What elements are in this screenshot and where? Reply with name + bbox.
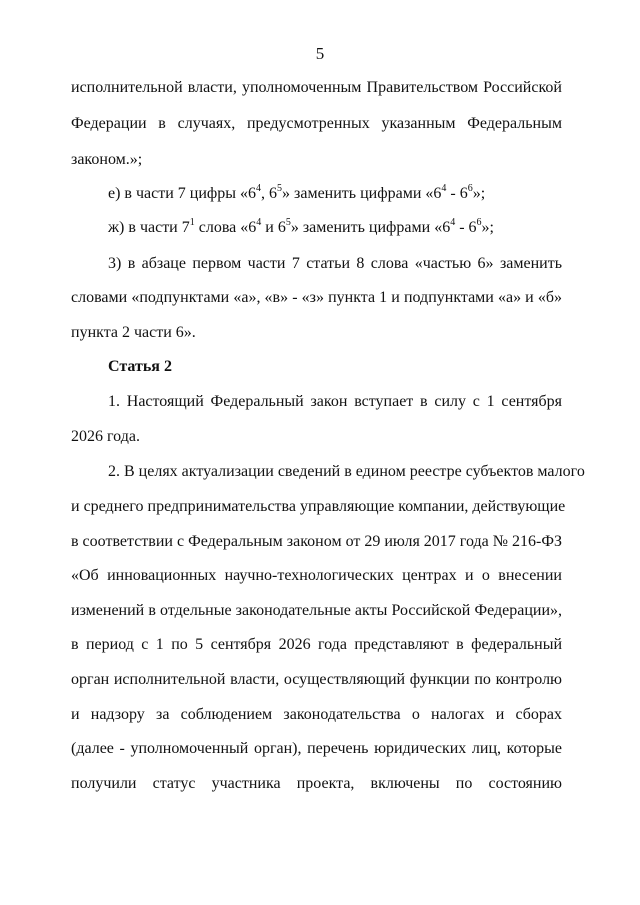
text-line: «Об инновационных научно-технологических центрах и о внесении	[71, 567, 562, 584]
text-line: 1. Настоящий Федеральный закон вступает в силу с 1 сентября	[108, 393, 562, 410]
page-number: 5	[315, 44, 325, 63]
text-line: в соответствии с Федеральным законом от 29 июля 2017 года № 216-ФЗ	[71, 533, 562, 550]
text-line: 2026 года.	[71, 428, 140, 445]
text-line: и надзору за соблюдением законодательства о налогах и сборах	[71, 706, 562, 723]
text-line: пункта 2 части 6».	[71, 324, 196, 341]
text-line: в период с 1 по 5 сентября 2026 года представляют в федеральный	[71, 636, 562, 653]
text-line: изменений в отдельные законодательные акты Российской Федерации»,	[71, 602, 562, 619]
text-line: Федерации в случаях, предусмотренных указанным Федеральным	[71, 115, 562, 132]
text-line: получили статус участника проекта, включены по состоянию	[71, 775, 562, 792]
text-line: законом.»;	[71, 151, 143, 168]
text-line: исполнительной власти, уполномоченным Правительством Российской	[71, 79, 562, 96]
text-line: словами «подпунктами «а», «в» - «з» пункта 1 и подпунктами «а» и «б»	[71, 289, 562, 306]
text-line: 3) в абзаце первом части 7 статьи 8 слова «частью 6» заменить	[108, 255, 562, 272]
article-heading: Статья 2	[108, 358, 172, 375]
amendment-item-e: е) в части 7 цифры «$6^4$, $6^5$» заменить цифрами «$6^4 - 6^6$»;	[108, 182, 486, 202]
text-line: и среднего предпринимательства управляющие компании, действующие	[71, 498, 566, 515]
amendment-item-zh: ж) в части $7^1$ слова «$6^4$ и $6^5$» заменить цифрами «$6^4 - 6^6$»;	[108, 216, 494, 236]
text-line: 2. В целях актуализации сведений в едином реестре субъектов малого	[108, 463, 585, 480]
text-line: орган исполнительной власти, осуществляющий функции по контролю	[71, 671, 562, 688]
text-line: (далее - уполномоченный орган), перечень юридических лиц, которые	[71, 740, 562, 757]
